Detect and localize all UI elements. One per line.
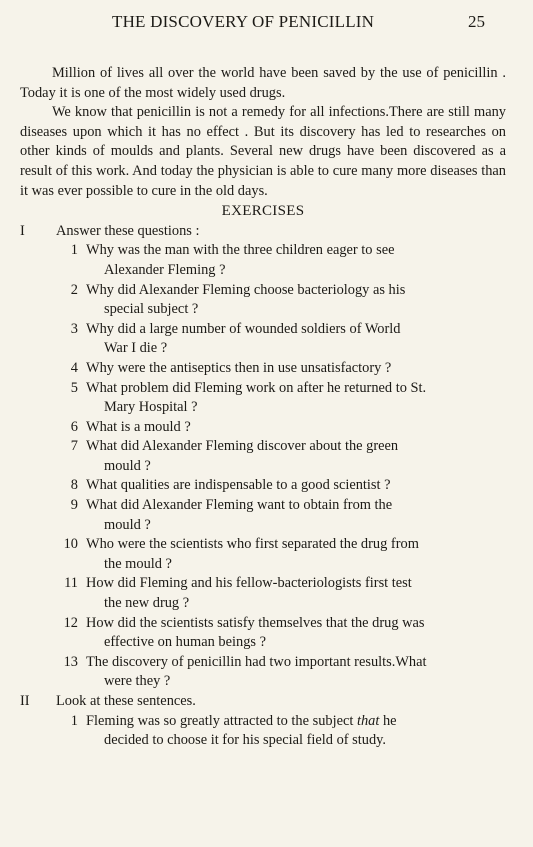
exercises-heading: EXERCISES [221,203,305,220]
question-item [56,379,506,418]
section-numeral: II [20,693,30,709]
question-text [86,379,506,418]
question-text [86,359,506,379]
question-line: Why were the antiseptics then in use unsatisfactory ? [86,359,392,376]
question-number: 1 [70,242,78,259]
question-item [56,535,506,574]
question-text [86,281,506,320]
question-line: What problem did Fleming work on after he returned to St. [86,379,427,396]
question-number: 11 [64,575,78,592]
page-number: 25 [468,12,485,31]
question-line: Who were the scientists who first separated the drug from [86,536,419,553]
page-body [20,64,506,751]
question-number: 9 [70,497,78,514]
running-title: THE DISCOVERY OF PENICILLIN [112,12,375,31]
question-number: 8 [70,477,78,494]
question-line: How did the scientists satisfy themselves that the drug was [86,614,425,631]
question-line: Why was the man with the three children eager to see [86,242,395,259]
question-text [86,574,506,613]
section-instruction: Look at these sentences. [56,693,196,709]
question-item [56,320,506,359]
question-line: What is a mould ? [86,418,191,435]
question-number: 3 [70,320,78,337]
question-item [56,359,506,379]
question-item [56,241,506,280]
question-number: 4 [70,359,78,376]
question-line: What did Alexander Fleming discover about the green [86,438,399,455]
paragraph: Million of lives all over the world have been saved by the use of penicillin . Today it is one of the most widely used drugs. [20,65,506,101]
item-text-start: Fleming was so greatly attracted to the subject [86,712,357,729]
page-header [0,12,533,34]
question-item [56,437,506,476]
question-text [86,320,506,359]
section-numeral: I [20,222,25,239]
question-item [56,418,506,438]
question-text [86,241,506,280]
question-text [86,496,506,535]
item-text [86,712,506,751]
question-line: How did Fleming and his fellow-bacteriologists first test [86,575,412,592]
question-text [86,476,506,496]
question-number: 6 [70,418,78,435]
question-line-continuation: mould ? [104,516,151,533]
exercise-section-1 [20,222,506,692]
item-number: 1 [70,712,78,729]
question-line-continuation: Alexander Fleming ? [104,261,226,278]
question-line-continuation: effective on human beings ? [104,634,266,651]
question-line: What did Alexander Fleming want to obtain from the [86,497,393,514]
question-item [56,476,506,496]
question-item [56,653,506,692]
question-item [56,574,506,613]
question-line-continuation: Mary Hospital ? [104,399,198,416]
question-number: 7 [70,438,78,455]
question-number: 12 [63,614,78,631]
item-text-continuation: decided to choose it for his special field of study. [104,732,387,749]
paragraph: We know that penicillin is not a remedy for all infections.There are still many diseases upon which it has no effect . But its discovery has led to researches on other kinds of moulds and plants. Several new drugs have been discovered as a result of this work. And today the physician is able to cure many more diseases than it was ever possible to cure in the old days. [20,104,506,199]
question-item [56,496,506,535]
question-number: 10 [63,536,78,553]
emphasized-word: that [356,712,380,729]
question-line: Why did Alexander Fleming choose bacteriology as his [86,281,406,298]
question-list [56,241,506,692]
item-text-end: he [379,712,397,729]
question-text [86,418,506,438]
question-item [56,281,506,320]
question-line-continuation: were they ? [104,673,171,690]
question-text [86,653,506,692]
question-text [86,614,506,653]
question-line-continuation: War I die ? [104,340,168,357]
question-item [56,614,506,653]
question-line-continuation: the new drug ? [104,595,190,612]
exercise-section-2 [20,692,506,751]
question-text [86,535,506,574]
question-line: What qualities are indispensable to a good scientist ? [86,477,391,494]
question-line: Why did a large number of wounded soldiers of World [86,320,401,337]
question-text [86,437,506,476]
question-line: The discovery of penicillin had two important results.What [86,653,427,670]
question-line-continuation: the mould ? [104,555,172,572]
question-number: 2 [70,281,78,298]
question-number: 13 [63,653,78,670]
question-line-continuation: mould ? [104,457,151,474]
list-item [56,712,506,751]
question-number: 5 [70,379,78,396]
section-instruction: Answer these questions : [56,222,200,239]
question-line-continuation: special subject ? [104,301,199,318]
